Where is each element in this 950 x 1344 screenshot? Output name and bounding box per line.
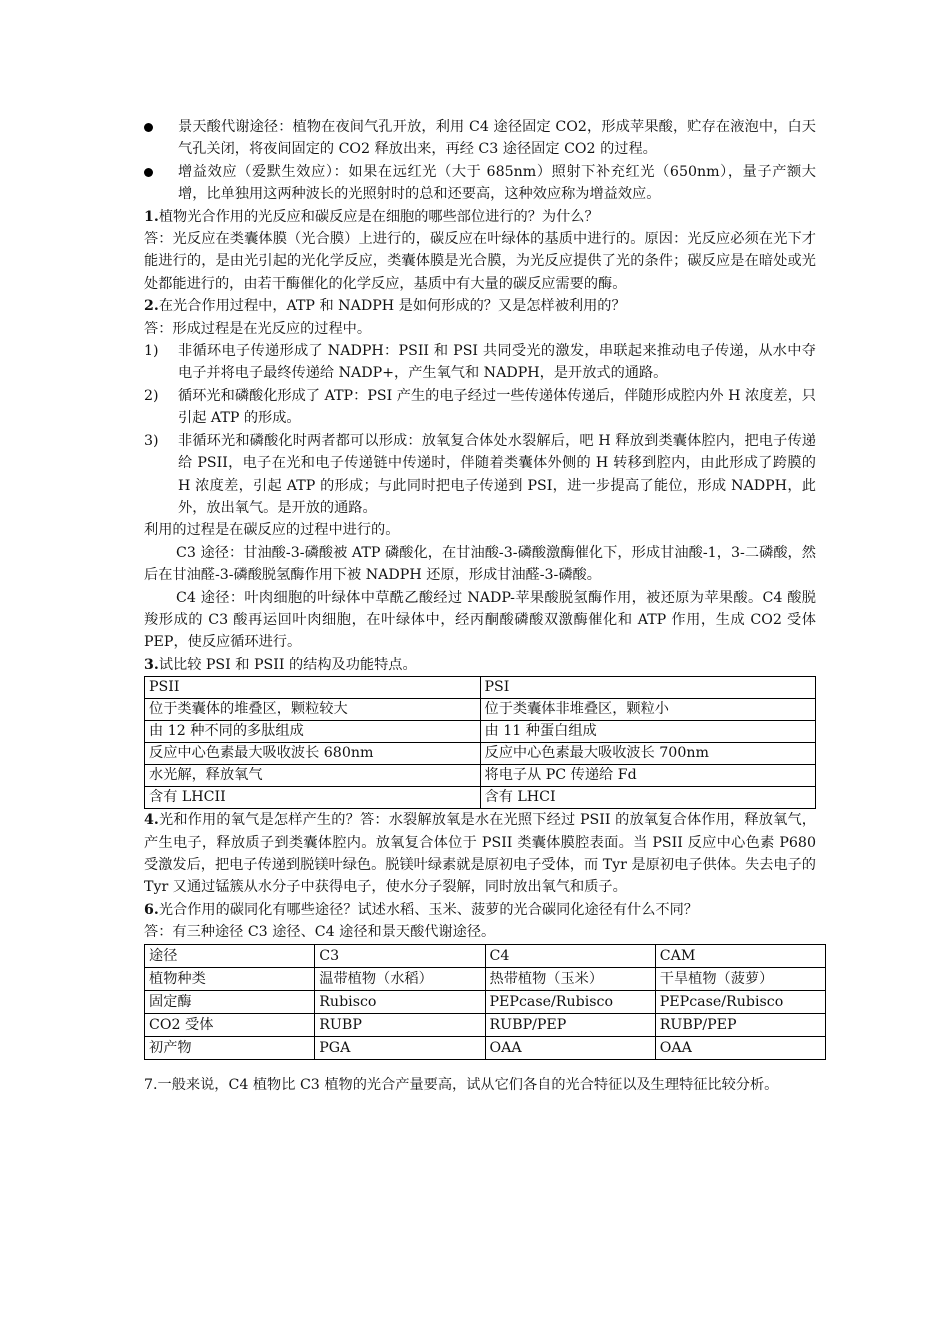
question-7: 7.一般来说，C4 植物比 C3 植物的光合产量要高，试从它们各自的光合特征以及生理特征比较分析。 xyxy=(144,1076,779,1093)
use-intro: 利用的过程是在碳反应的过程中进行的。 xyxy=(144,522,400,539)
answer-6: 答：有三种途径 C3 途径、C4 途径和景天酸代谢途径。 xyxy=(144,924,496,941)
table-cell: 反应中心色素最大吸收波长 680nm xyxy=(145,743,481,765)
table-cell: 含有 LHCI xyxy=(480,787,816,809)
table-cell: PSII xyxy=(145,677,481,699)
question-2 xyxy=(144,295,816,317)
table-cell: 干旱植物（菠萝） xyxy=(655,967,825,990)
question-number: 4. xyxy=(144,812,159,829)
question-number: 1. xyxy=(144,208,159,225)
table-cell: C3 xyxy=(315,944,485,967)
question-3 xyxy=(144,654,816,676)
question-number: 3. xyxy=(144,656,159,673)
question-number: 2. xyxy=(144,298,159,315)
table-row xyxy=(145,967,826,990)
answer-1: 答：光反应在类囊体膜（光合膜）上进行的，碳反应在叶绿体的基质中进行的。原因：光反应必须在光下才能进行的，是由光引起的光化学反应，类囊体膜是光合膜，为光反应提供了光的条件；碳反应是在暗处或光处都能进行的，由若干酶催化的化学反应，基质中有大量的碳反应需要的酶。 xyxy=(144,231,816,292)
question-text: 试比较 PSI 和 PSII 的结构及功能特点。 xyxy=(158,656,417,673)
question-text: 光和作用的氧气是怎样产生的？答：水裂解放氧是水在光照下经过 PSII 的放氧复合体作用，释放氧气，产生电子，释放质子到类囊体腔内。放氧复合体位于 PSII 类囊体膜腔表面。当 PSII 反应中心色素 P680 受激发后，把电子传递到脱镁叶绿色。脱镁叶绿素就是原初电子受体，而 Tyr 是原初电子供体。失去电子的 Tyr 又通过锰簇从水分子中获得电子，使水分子裂解，同时放出氧气和质子。 xyxy=(144,812,816,896)
table-cell: 反应中心色素最大吸收波长 700nm xyxy=(480,743,816,765)
question-text: 光合作用的碳同化有哪些途径？试述水稻、玉米、菠萝的光合碳同化途径有什么不同？ xyxy=(158,901,698,918)
question-number: 6. xyxy=(144,901,159,918)
bullet-item xyxy=(144,116,816,161)
item-number: 3) xyxy=(144,432,159,449)
table-cell: 固定酶 xyxy=(145,990,315,1013)
table-row xyxy=(145,990,826,1013)
bullet-dot-icon xyxy=(144,123,153,132)
table-cell: 水光解，释放氧气 xyxy=(145,765,481,787)
table-cell: 将电子从 PC 传递给 Fd xyxy=(480,765,816,787)
c3-pathway: C3 途径：甘油酸-3-磷酸被 ATP 磷酸化，在甘油酸-3-磷酸激酶催化下，形成甘油酸-1，3-二磷酸，然后在甘油醛-3-磷酸脱氢酶作用下被 NADPH 还原，形成甘油醛-3-磷酸。 xyxy=(144,544,816,584)
numbered-item xyxy=(144,430,816,520)
table-row xyxy=(145,743,816,765)
table-cell: 途径 xyxy=(145,944,315,967)
table-cell: RUBP/PEP xyxy=(655,1013,825,1036)
item-text: 非循环光和磷酸化时两者都可以形成：放氧复合体处水裂解后，吧 H 释放到类囊体腔内，把电子传递给 PSII，电子在光和电子传递链中传递时，伴随着类囊体外侧的 H 转移到腔内，由此形成了跨膜的 H 浓度差，引起 ATP 的形成；与此同时把电子传递到 PSI，进一步提高了能位，形成 NADPH，此外，放出氧气。是开放的通路。 xyxy=(178,432,816,516)
table-row xyxy=(145,787,816,809)
table-cell: 位于类囊体的堆叠区，颗粒较大 xyxy=(145,699,481,721)
table-cell: OAA xyxy=(485,1036,655,1059)
carbon-pathway-table xyxy=(144,944,826,1060)
psi-psii-table xyxy=(144,676,816,809)
table-cell: 初产物 xyxy=(145,1036,315,1059)
table-cell: RUBP xyxy=(315,1013,485,1036)
table-cell: PGA xyxy=(315,1036,485,1059)
table-cell: 植物种类 xyxy=(145,967,315,990)
table-cell: CO2 受体 xyxy=(145,1013,315,1036)
document-page xyxy=(144,116,816,1096)
table-cell: 由 11 种蛋白组成 xyxy=(480,721,816,743)
table-cell: Rubisco xyxy=(315,990,485,1013)
table-row xyxy=(145,944,826,967)
question-4 xyxy=(144,809,816,899)
table-cell: 由 12 种不同的多肽组成 xyxy=(145,721,481,743)
table-row xyxy=(145,1036,826,1059)
question-6 xyxy=(144,899,816,921)
bullet-item xyxy=(144,161,816,206)
table-cell: PEPcase/Rubisco xyxy=(485,990,655,1013)
answer-2-intro: 答：形成过程是在光反应的过程中。 xyxy=(144,320,372,337)
bullet-text: 增益效应（爱默生效应）：如果在远红光（大于 685nm）照射下补充红光（650nm），量子产额大增，比单独用这两种波长的光照射时的总和还要高，这种效应称为增益效应。 xyxy=(178,163,816,203)
spacer xyxy=(144,1060,816,1074)
table-cell: 热带植物（玉米） xyxy=(485,967,655,990)
question-text: 植物光合作用的光反应和碳反应是在细胞的哪些部位进行的？为什么？ xyxy=(158,208,599,225)
table-cell: PSI xyxy=(480,677,816,699)
item-number: 2) xyxy=(144,387,159,404)
c4-pathway: C4 途径：叶肉细胞的叶绿体中草酰乙酸经过 NADP-苹果酸脱氢酶作用，被还原为苹果酸。C4 酸脱羧形成的 C3 酸再运回叶肉细胞，在叶绿体中，经丙酮酸磷酸双激酶催化和 ATP 作用，生成 CO2 受体 PEP，使反应循环进行。 xyxy=(144,589,816,651)
table-row xyxy=(145,721,816,743)
question-1 xyxy=(144,206,816,228)
table-row xyxy=(145,765,816,787)
bullet-dot-icon xyxy=(144,168,153,177)
table-cell: PEPcase/Rubisco xyxy=(655,990,825,1013)
table-cell: RUBP/PEP xyxy=(485,1013,655,1036)
table-row xyxy=(145,677,816,699)
item-text: 非循环电子传递形成了 NADPH：PSII 和 PSI 共同受光的激发，串联起来推动电子传递，从水中夺电子并将电子最终传递给 NADP+，产生氧气和 NADPH，是开放式的通路。 xyxy=(178,343,816,382)
item-text: 循环光和磷酸化形成了 ATP：PSI 产生的电子经过一些传递体传递后，伴随形成腔内外 H 浓度差，只引起 ATP 的形成。 xyxy=(178,387,816,427)
bullet-text: 景天酸代谢途径：植物在夜间气孔开放，利用 C4 途径固定 CO2，形成苹果酸，贮存在液泡中，白天气孔关闭，将夜间固定的 CO2 释放出来，再经 C3 途径固定 CO2 的过程。 xyxy=(178,119,816,158)
table-cell: OAA xyxy=(655,1036,825,1059)
item-number: 1) xyxy=(144,343,159,360)
question-text: 在光合作用过程中，ATP 和 NADPH 是如何形成的？又是怎样被利用的？ xyxy=(158,298,626,315)
table-row xyxy=(145,1013,826,1036)
numbered-item xyxy=(144,385,816,430)
numbered-item xyxy=(144,340,816,385)
table-cell: 含有 LHCII xyxy=(145,787,481,809)
table-row xyxy=(145,699,816,721)
table-cell: C4 xyxy=(485,944,655,967)
table-cell: CAM xyxy=(655,944,825,967)
table-cell: 温带植物（水稻） xyxy=(315,967,485,990)
table-cell: 位于类囊体非堆叠区，颗粒小 xyxy=(480,699,816,721)
